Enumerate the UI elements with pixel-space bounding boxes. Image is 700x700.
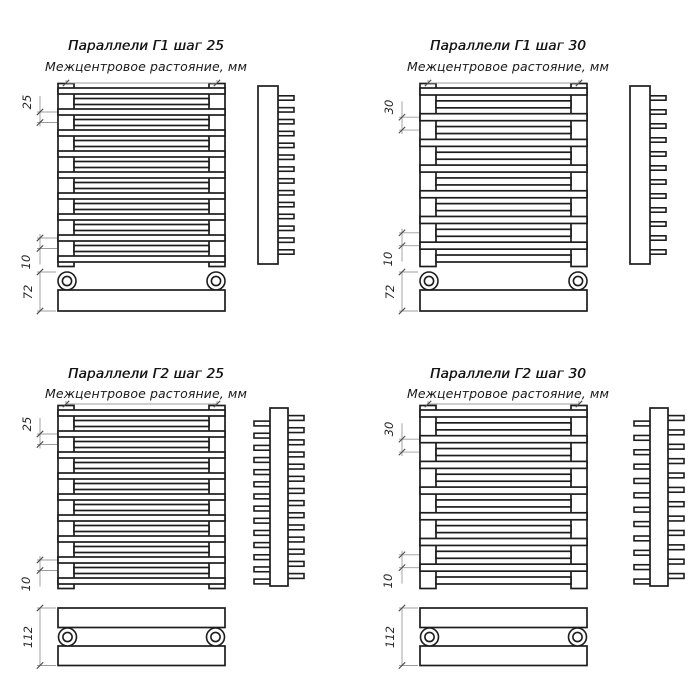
depth-dimension-label: 72 [383, 284, 397, 299]
radiator-bar [58, 494, 225, 500]
drawing-title: Параллели Г1 шаг 30 [430, 38, 586, 54]
radiator-bar-inset [74, 547, 209, 553]
radiator-bar-inset [436, 178, 571, 185]
radiator-bar [58, 578, 225, 584]
step-dimension-label: 25 [20, 416, 34, 432]
pipe-end-inner [424, 276, 433, 285]
g2-step-30-drawing [350, 350, 700, 700]
right-collector [571, 84, 587, 267]
pipe-end-inner [573, 276, 582, 285]
quadrant-g2-step-30 [350, 350, 700, 700]
depth-dimension-label: 72 [21, 284, 35, 299]
radiator-bar-inset [74, 526, 209, 532]
bottom-view-back-row [58, 646, 225, 666]
radiator-bar-inset [436, 577, 571, 584]
g2-step-25-drawing [0, 350, 350, 700]
pipe-end-inner [62, 276, 71, 285]
radiator-bar-inset [436, 423, 571, 430]
depth-dimension-label: 112 [383, 625, 397, 648]
radiator-bar-inset [436, 101, 571, 108]
radiator-bar-inset [436, 449, 571, 456]
radiator-bar-inset [436, 127, 571, 134]
radiator-bar-inset [74, 246, 209, 252]
drawing-title: Параллели Г2 шаг 30 [430, 366, 586, 382]
radiator-bar-inset [74, 484, 209, 490]
left-collector [420, 84, 436, 267]
radiator-bar-inset [74, 141, 209, 147]
pipe-end-inner [211, 632, 220, 641]
center-distance-label: Межцентровое растояние, мм [45, 59, 247, 74]
radiator-bar [420, 538, 587, 545]
radiator-bar [58, 109, 225, 115]
radiator-bar [58, 235, 225, 241]
radiator-bar-inset [74, 505, 209, 511]
radiator-bar-inset [74, 204, 209, 210]
radiator-bar [58, 214, 225, 220]
radiator-bar [420, 88, 587, 95]
quadrant-g1-step-30 [350, 0, 700, 350]
radiator-bar-inset [436, 255, 571, 262]
radiator-bar [420, 564, 587, 571]
radiator-bar [420, 461, 587, 468]
pipe-end-inner [573, 632, 582, 641]
radiator-bar-inset [74, 225, 209, 231]
radiator-bar [58, 172, 225, 178]
radiator-bar [58, 536, 225, 542]
radiator-bar-inset [436, 551, 571, 558]
radiator-bar [420, 165, 587, 172]
radiator-bar-inset [74, 568, 209, 574]
radiator-bar [58, 557, 225, 563]
radiator-bar [420, 139, 587, 146]
gap-dimension-label: 10 [19, 254, 33, 269]
left-collector [420, 406, 436, 589]
drawing-title: Параллели Г2 шаг 25 [68, 366, 224, 382]
radiator-bar [58, 130, 225, 136]
pipe-end-inner [63, 632, 72, 641]
bottom-view-back-row [420, 646, 587, 666]
quadrant-g1-step-25 [0, 0, 350, 350]
gap-dimension-label: 10 [381, 573, 395, 588]
step-dimension-label: 30 [382, 99, 396, 115]
radiator-bar-inset [74, 162, 209, 168]
radiator-bar [420, 487, 587, 494]
radiator-bar-inset [436, 474, 571, 481]
radiator-bar-inset [436, 526, 571, 533]
bottom-view-body [420, 290, 587, 311]
bottom-view-front-row [58, 608, 225, 628]
pipe-end-inner [211, 276, 220, 285]
radiator-bar-inset [436, 229, 571, 236]
radiator-bar [420, 410, 587, 417]
gap-dimension-label: 10 [19, 576, 33, 591]
radiator-bar [420, 216, 587, 223]
bottom-view-body [58, 290, 225, 311]
right-collector [571, 406, 587, 589]
bottom-view-front-row [420, 608, 587, 628]
quadrant-g2-step-25 [0, 350, 350, 700]
radiator-bar-inset [74, 183, 209, 189]
radiator-bar [58, 256, 225, 262]
radiator-bar [58, 515, 225, 521]
radiator-bar-inset [74, 120, 209, 126]
center-distance-label: Межцентровое растояние, мм [45, 386, 247, 401]
side-collector-body [630, 86, 650, 264]
radiator-bar [420, 114, 587, 121]
side-collector-body [270, 408, 288, 586]
radiator-bar-inset [74, 463, 209, 469]
radiator-bar-inset [436, 204, 571, 211]
side-collector-body [650, 408, 668, 586]
radiator-bar [58, 473, 225, 479]
radiator-bar [58, 431, 225, 437]
radiator-bar-inset [436, 152, 571, 159]
gap-dimension-label: 10 [381, 251, 395, 266]
radiator-bar [420, 436, 587, 443]
radiator-bar-inset [74, 99, 209, 105]
step-dimension-label: 30 [382, 421, 396, 437]
center-distance-label: Межцентровое растояние, мм [407, 386, 609, 401]
radiator-bar [420, 191, 587, 198]
drawing-title: Параллели Г1 шаг 25 [68, 38, 224, 54]
pipe-end-inner [425, 632, 434, 641]
radiator-bar [58, 452, 225, 458]
radiator-bar [58, 151, 225, 157]
radiator-bar [58, 193, 225, 199]
center-distance-label: Межцентровое растояние, мм [407, 59, 609, 74]
radiator-bar-inset [74, 442, 209, 448]
step-dimension-label: 25 [20, 94, 34, 110]
radiator-bar [58, 88, 225, 94]
radiator-bar [58, 410, 225, 416]
radiator-bar-inset [74, 421, 209, 427]
radiator-bar [420, 513, 587, 520]
radiator-bar-inset [436, 500, 571, 507]
side-collector-body [258, 86, 278, 264]
depth-dimension-label: 112 [21, 625, 35, 648]
radiator-bar [420, 242, 587, 249]
